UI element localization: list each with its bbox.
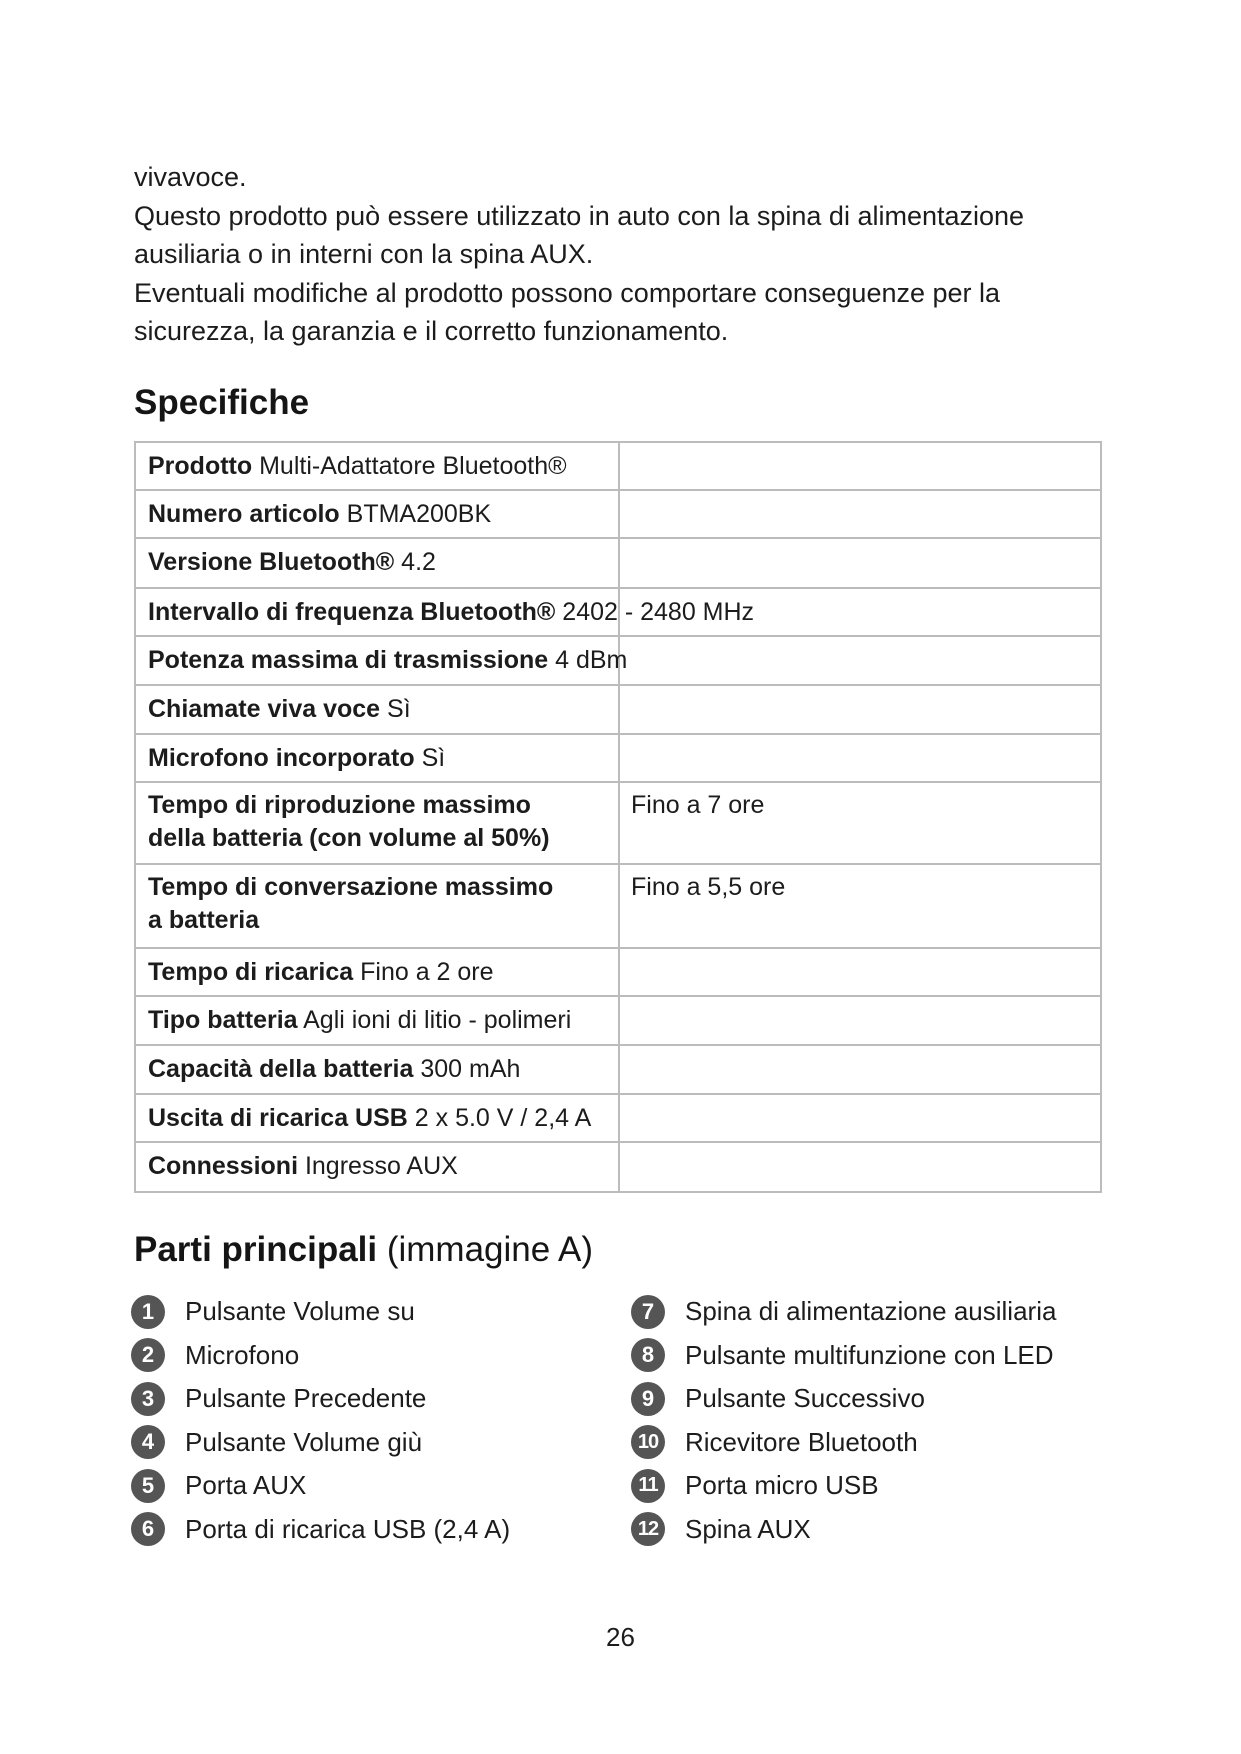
parts-heading <box>134 1230 593 1270</box>
list-item <box>631 1508 1056 1552</box>
spec-row <box>136 637 1100 686</box>
intro-line: ausiliaria o in interni con la spina AUX. <box>134 239 594 269</box>
part-label: Spina AUX <box>685 1513 811 1544</box>
parts-heading-bold: Parti principali <box>134 1230 378 1269</box>
list-item <box>631 1334 1056 1378</box>
list-item <box>631 1421 1056 1465</box>
specs-heading: Specifiche <box>134 383 310 422</box>
part-label: Pulsante Volume giù <box>185 1426 423 1457</box>
spec-row <box>136 1095 1100 1143</box>
number-badge: 5 <box>131 1469 165 1503</box>
list-item <box>131 1290 510 1334</box>
list-item <box>131 1334 510 1378</box>
part-label: Porta micro USB <box>685 1470 879 1501</box>
spec-value: BTMA200BK <box>339 500 492 528</box>
list-item <box>131 1464 510 1508</box>
spec-row <box>136 949 1100 997</box>
spec-value: 4.2 <box>394 548 436 576</box>
part-label: Porta di ricarica USB (2,4 A) <box>185 1513 511 1544</box>
number-badge: 10 <box>631 1425 665 1459</box>
number-badge: 1 <box>131 1295 165 1329</box>
parts-list-left <box>131 1290 510 1551</box>
number-badge: 3 <box>131 1382 165 1416</box>
spec-value: 300 mAh <box>413 1055 521 1083</box>
part-label: Porta AUX <box>185 1470 307 1501</box>
spec-label: Versione Bluetooth® <box>148 548 395 576</box>
number-badge: 12 <box>631 1512 665 1546</box>
number-badge: 7 <box>631 1295 665 1329</box>
number-badge: 8 <box>631 1338 665 1372</box>
specs-table <box>134 441 1102 1193</box>
spec-value: Ingresso AUX <box>298 1152 458 1180</box>
part-label: Pulsante Successivo <box>685 1383 925 1414</box>
intro-line: sicurezza, la garanzia e il corretto funzionamento. <box>134 316 729 346</box>
part-label: Pulsante Volume su <box>185 1296 415 1327</box>
number-badge: 11 <box>631 1469 665 1503</box>
page-number: 26 <box>606 1622 635 1652</box>
spec-value: 2 x 5.0 V / 2,4 A <box>407 1104 592 1132</box>
spec-row <box>136 783 1100 865</box>
part-label: Ricevitore Bluetooth <box>685 1426 918 1457</box>
spec-label: Numero articolo <box>148 500 340 528</box>
parts-heading-subtitle: (immagine A) <box>377 1230 594 1269</box>
spec-label: Tempo di ricarica <box>148 958 354 986</box>
spec-value: Fino a 2 ore <box>353 958 494 986</box>
spec-row <box>136 539 1100 589</box>
intro-line: Eventuali modifiche al prodotto possono comportare conseguenze per la <box>134 277 1001 308</box>
list-item <box>131 1508 510 1552</box>
spec-label: Tempo di riproduzione massimo <box>148 791 531 819</box>
spec-value: Sì <box>380 695 411 723</box>
list-item <box>131 1377 510 1421</box>
part-label: Spina di alimentazione ausiliaria <box>685 1296 1057 1327</box>
spec-row <box>136 997 1100 1046</box>
parts-list-right <box>631 1290 1056 1551</box>
number-badge: 4 <box>131 1425 165 1459</box>
spec-value: 4 dBm <box>548 646 628 674</box>
number-badge: 2 <box>131 1338 165 1372</box>
list-item <box>631 1464 1056 1508</box>
spec-row <box>136 735 1100 783</box>
part-label: Pulsante Precedente <box>185 1383 427 1414</box>
list-item <box>631 1290 1056 1334</box>
spec-label: Intervallo di frequenza Bluetooth® <box>148 598 556 626</box>
spec-label: a batteria <box>148 906 260 934</box>
list-item <box>631 1377 1056 1421</box>
spec-label: Chiamate viva voce <box>148 695 381 723</box>
spec-label: Prodotto <box>148 452 253 480</box>
intro-line: Questo prodotto può essere utilizzato in auto con la spina di alimentazione <box>134 200 1025 231</box>
intro-text <box>134 158 1114 351</box>
part-label: Pulsante multifunzione con LED <box>685 1339 1054 1370</box>
spec-label: Connessioni <box>148 1152 299 1180</box>
number-badge: 6 <box>131 1512 165 1546</box>
spec-row <box>136 1046 1100 1095</box>
spec-label: della batteria (con volume al 50%) <box>148 824 550 852</box>
spec-row <box>136 443 1100 491</box>
spec-row <box>136 1143 1100 1191</box>
intro-line: vivavoce. <box>134 162 247 192</box>
spec-value: Fino a 5,5 ore <box>631 873 786 901</box>
spec-value: Sì <box>414 744 446 772</box>
spec-label: Potenza massima di trasmissione <box>148 646 549 674</box>
number-badge: 9 <box>631 1382 665 1416</box>
spec-label: Tempo di conversazione massimo <box>148 873 554 901</box>
spec-value: Multi-Adattatore Bluetooth® <box>252 452 567 480</box>
spec-value: Agli ioni di litio - polimeri <box>297 1006 572 1034</box>
spec-label: Microfono incorporato <box>148 744 415 772</box>
spec-row <box>136 589 1100 637</box>
spec-label: Uscita di ricarica USB <box>148 1104 408 1132</box>
spec-value: 2402 - 2480 MHz <box>555 598 755 626</box>
spec-row <box>136 491 1100 539</box>
spec-label: Tipo batteria <box>148 1006 298 1034</box>
list-item <box>131 1421 510 1465</box>
spec-value: Fino a 7 ore <box>631 791 765 819</box>
spec-label: Capacità della batteria <box>148 1055 414 1083</box>
part-label: Microfono <box>185 1339 300 1370</box>
spec-row <box>136 686 1100 735</box>
spec-row <box>136 865 1100 949</box>
